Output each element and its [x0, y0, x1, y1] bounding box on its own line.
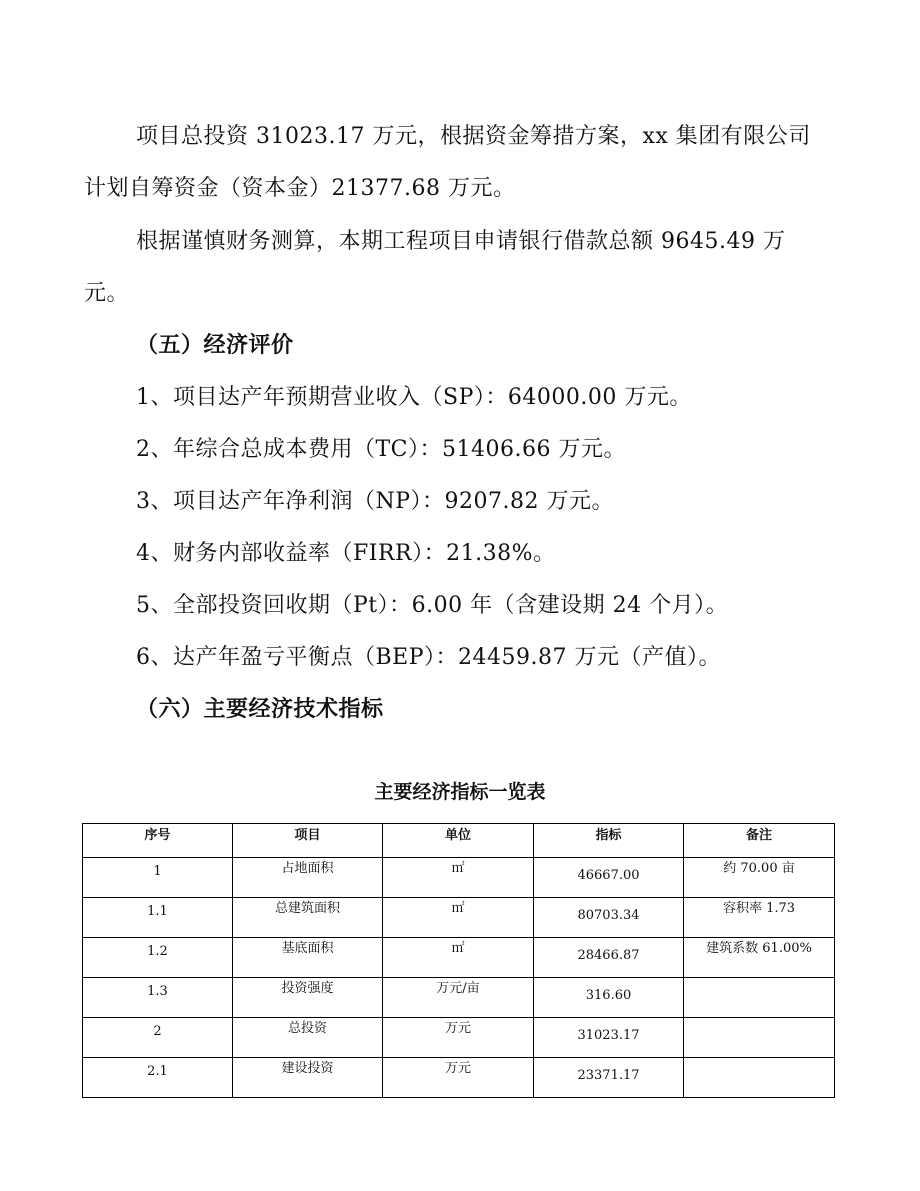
cell-remark: 容积率 1.73: [684, 898, 835, 938]
cell-index: 2.1: [83, 1058, 233, 1098]
list-item: 6、达产年盈亏平衡点（BEP）：24459.87 万元（产值）。: [136, 645, 721, 670]
paragraph-line: 根据谨慎财务测算，本期工程项目申请银行借款总额 9645.49 万: [136, 229, 786, 254]
cell-index: 2: [83, 1018, 233, 1058]
table-header-row: [83, 824, 835, 858]
cell-item: 建设投资: [233, 1058, 383, 1098]
column-header-unit: 单位: [383, 824, 534, 858]
column-header-item: 项目: [233, 824, 383, 858]
column-header-remark: 备注: [684, 824, 835, 858]
cell-value: 23371.17: [534, 1058, 684, 1098]
table-row: [83, 978, 835, 1018]
economic-indicators-table: [82, 823, 835, 1098]
cell-unit: ㎡: [383, 938, 534, 978]
cell-item: 总建筑面积: [233, 898, 383, 938]
cell-index: 1.1: [83, 898, 233, 938]
cell-remark: [684, 1018, 835, 1058]
column-header-value: 指标: [534, 824, 684, 858]
cell-unit: ㎡: [383, 858, 534, 898]
cell-remark: [684, 1058, 835, 1098]
paragraph-line: 项目总投资 31023.17 万元，根据资金筹措方案，xx 集团有限公司: [136, 124, 811, 149]
paragraph-line: 计划自筹资金（资本金）21377.68 万元。: [84, 176, 516, 201]
table-row: [83, 1018, 835, 1058]
table-title: 主要经济指标一览表: [374, 781, 546, 803]
cell-unit: 万元: [383, 1058, 534, 1098]
section-heading-key-indicators: （六）主要经济技术指标: [136, 697, 384, 722]
section-heading-economic-evaluation: （五）经济评价: [136, 333, 294, 358]
cell-value: 31023.17: [534, 1018, 684, 1058]
cell-index: 1.3: [83, 978, 233, 1018]
table-row: [83, 898, 835, 938]
cell-remark: 约 70.00 亩: [684, 858, 835, 898]
cell-remark: 建筑系数 61.00%: [684, 938, 835, 978]
cell-index: 1: [83, 858, 233, 898]
cell-value: 80703.34: [534, 898, 684, 938]
cell-value: 46667.00: [534, 858, 684, 898]
cell-index: 1.2: [83, 938, 233, 978]
cell-unit: ㎡: [383, 898, 534, 938]
table-row: [83, 938, 835, 978]
list-item: 2、年综合总成本费用（TC）：51406.66 万元。: [136, 437, 626, 462]
cell-item: 占地面积: [233, 858, 383, 898]
cell-remark: [684, 978, 835, 1018]
list-item: 1、项目达产年预期营业收入（SP）：64000.00 万元。: [136, 385, 692, 410]
cell-item: 投资强度: [233, 978, 383, 1018]
list-item: 5、全部投资回收期（Pt）：6.00 年（含建设期 24 个月）。: [136, 593, 729, 618]
cell-value: 28466.87: [534, 938, 684, 978]
list-item: 4、财务内部收益率（FIRR）：21.38%。: [136, 541, 556, 566]
cell-item: 总投资: [233, 1018, 383, 1058]
list-item: 3、项目达产年净利润（NP）：9207.82 万元。: [136, 489, 615, 514]
cell-item: 基底面积: [233, 938, 383, 978]
cell-unit: 万元/亩: [383, 978, 534, 1018]
column-header-index: 序号: [83, 824, 233, 858]
cell-value: 316.60: [534, 978, 684, 1018]
table-row: [83, 1058, 835, 1098]
paragraph-line: 元。: [84, 281, 130, 306]
table-row: [83, 858, 835, 898]
cell-unit: 万元: [383, 1018, 534, 1058]
